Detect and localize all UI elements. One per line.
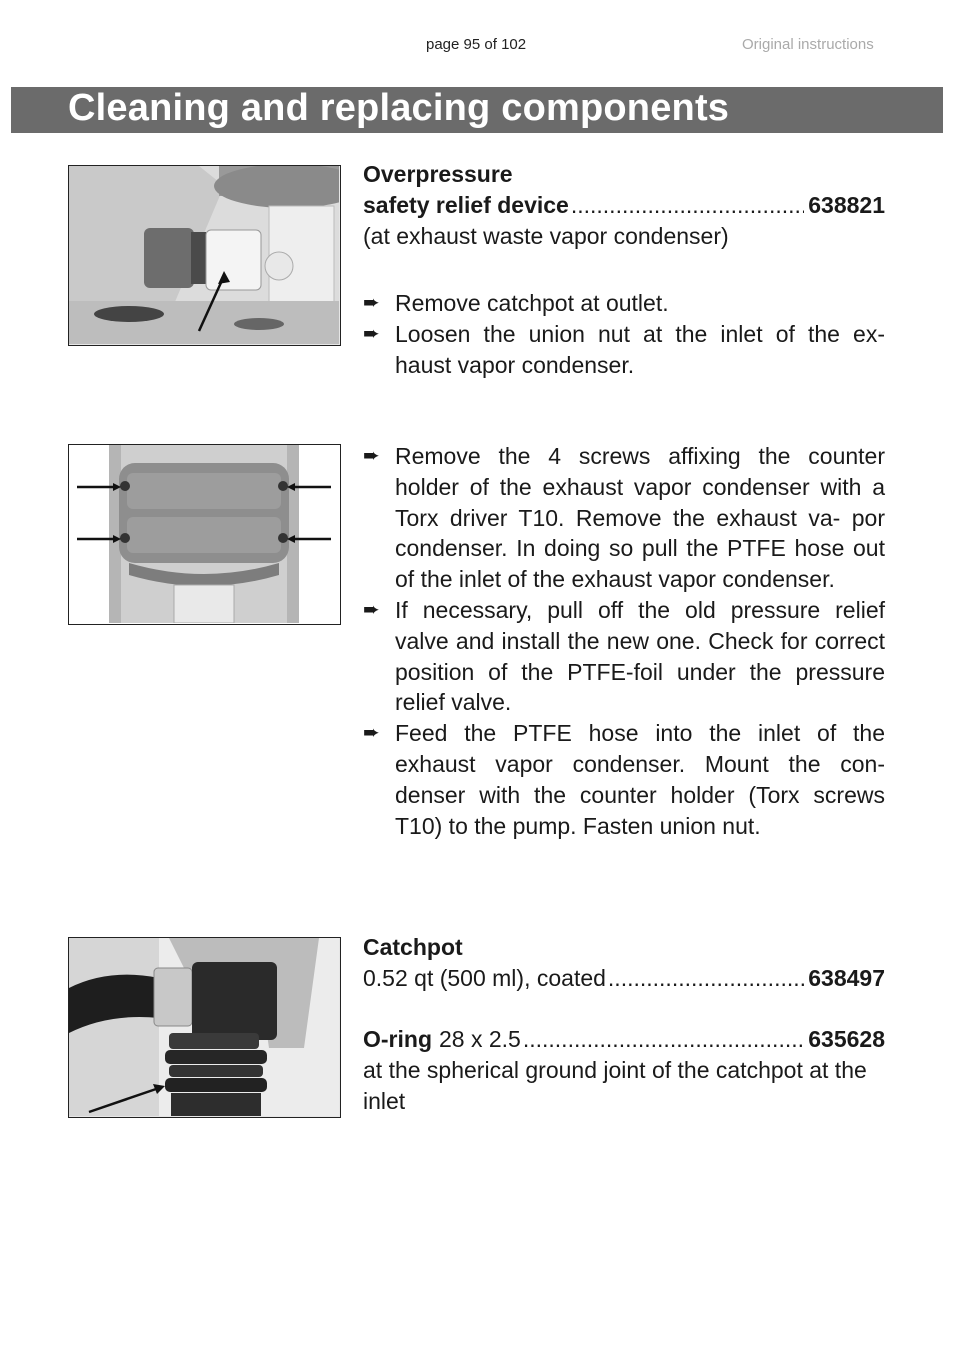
oring-name: O-ring <box>363 1026 432 1053</box>
leader-dots <box>571 190 804 221</box>
part-row-oring <box>363 1024 885 1055</box>
catchpot-part-number: 638497 <box>808 964 885 991</box>
step-item <box>363 441 885 595</box>
arrow-icon: ➨ <box>363 292 380 315</box>
arrow-icon: ➨ <box>363 722 380 745</box>
page-number: page 95 of 102 <box>426 36 527 53</box>
oring-size: 28 x 2.5 <box>439 1026 521 1053</box>
part-row-relief-device <box>363 190 885 221</box>
arrow-icon: ➨ <box>363 445 380 467</box>
photo-catchpot <box>68 937 341 1118</box>
step-item <box>363 288 885 319</box>
section-catchpot <box>363 932 885 1117</box>
part-subtitle: (at exhaust waste vapor condenser) <box>363 222 729 249</box>
step-item <box>363 718 885 841</box>
oring-note: at the spherical ground joint of the catchpot at the inlet <box>363 1057 867 1114</box>
step-text: Remove catchpot at outlet. <box>395 290 669 317</box>
leader-dots <box>523 1024 804 1055</box>
section-condenser <box>363 441 885 841</box>
catchpot-desc: 0.52 qt (500 ml), coated <box>363 964 606 991</box>
arrow-icon: ➨ <box>363 323 380 346</box>
step-text: If necessary, pull off the old pressure relief valve and install the new one. Check for correct position of the PTFE-foil under the pressure relief valve. <box>395 596 885 716</box>
step-text: Remove the 4 screws affixing the counter holder of the exhaust vapor condenser with a Torx driver T10. Remove the exhaust va- por condenser. In doing so pull the PTFE hose out of the inlet of the exhaust vapor condenser. <box>395 443 885 593</box>
step-item <box>363 319 885 381</box>
part-row-catchpot <box>363 963 885 994</box>
part-number: 638821 <box>808 191 885 218</box>
photo-condenser-screws <box>68 444 341 625</box>
page-title: Cleaning and replacing components <box>68 87 730 129</box>
leader-dots <box>608 963 804 994</box>
part-title-line1: Overpressure <box>363 161 513 187</box>
catchpot-title: Catchpot <box>363 934 463 960</box>
arrow-icon: ➨ <box>363 598 380 621</box>
title-banner <box>11 87 943 133</box>
photo-relief-device <box>68 165 341 346</box>
oring-part-number: 635628 <box>808 1026 885 1053</box>
part-title-line2: safety relief device <box>363 191 569 218</box>
step-text: Feed the PTFE hose into the inlet of the exhaust vapor condenser. Mount the con- denser with the counter holder (Torx screws T10) to the pump. Fasten union nut. <box>395 720 885 839</box>
step-item <box>363 595 885 718</box>
step-text: Loosen the union nut at the inlet of the ex- haust vapor condenser. <box>395 321 885 378</box>
section-relief-device <box>363 159 885 381</box>
document-type: Original instructions <box>742 36 874 53</box>
